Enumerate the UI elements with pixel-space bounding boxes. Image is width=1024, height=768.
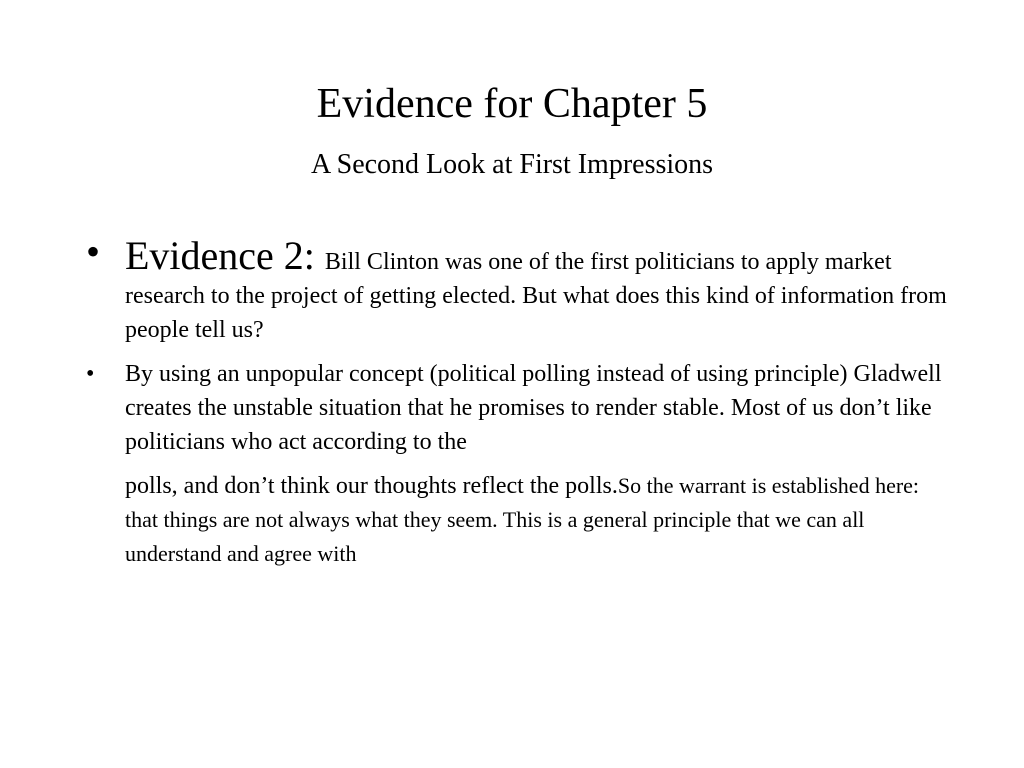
- slide-title: Evidence for Chapter 5: [316, 81, 708, 127]
- bullet-marker: •: [86, 229, 101, 274]
- bullet-lead: Evidence 2:: [125, 233, 325, 278]
- bullet-list: [82, 229, 952, 571]
- bullet-text-main: By using an unpopular concept (political polling instead of using principle) Gladwell creates the unstable situation that he promises to render stable. Most of us don’t like politicians who act according to the: [125, 361, 942, 455]
- title-block: [0, 80, 1024, 182]
- bullet-evidence-2: [82, 229, 952, 347]
- bullet-text-main-end: polls, and don’t think our thoughts reflect the polls.: [125, 473, 618, 499]
- slide-subtitle: A Second Look at First Impressions: [310, 149, 714, 180]
- bullet-marker: •: [86, 361, 95, 387]
- bullet-polling: [82, 357, 952, 571]
- bullet-text: Bill Clinton was one of the first politicians to apply market research to the project of getting elected. But what does this kind of information from people tell us?: [125, 249, 947, 343]
- bullet-text-small: So the warrant is established here: that things are not always what they seem. This is a general principle that we can all understand and agree with: [125, 473, 920, 566]
